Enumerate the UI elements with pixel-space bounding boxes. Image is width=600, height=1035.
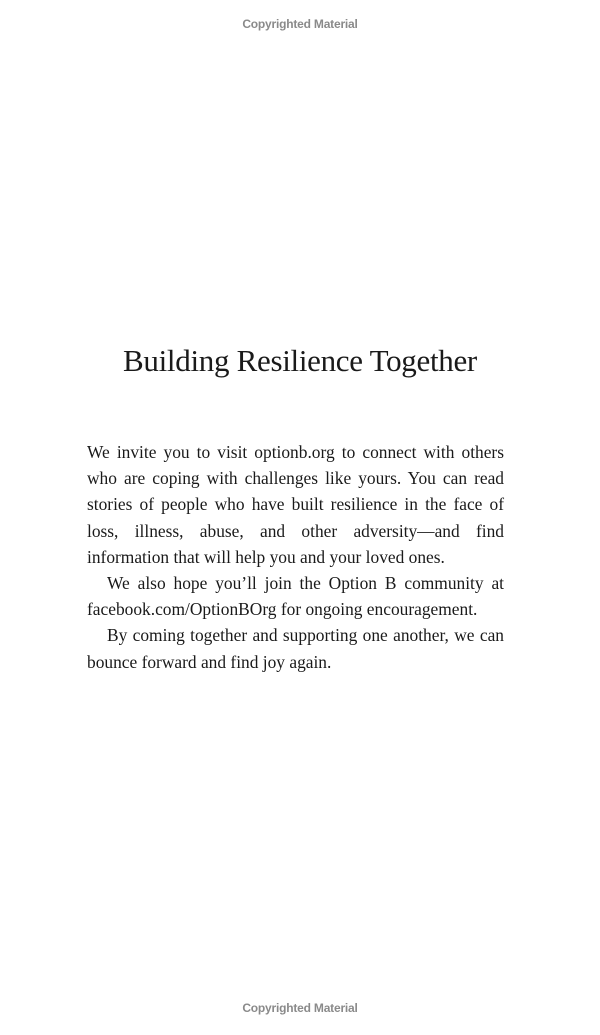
paragraph-together: By coming together and supporting one another, we can bounce forward and find joy again. <box>87 625 504 672</box>
paragraph-invite: We invite you to visit optionb.org to connect with others who are coping with challenges like yours. You can read stories of people who have built resilience in the face of loss, illness, abuse, and other adversity—and find information that will help you and your loved ones. <box>87 442 504 567</box>
copyright-watermark-bottom: Copyrighted Material <box>242 1001 358 1015</box>
page-title: Building Resilience Together <box>123 342 477 378</box>
body-text <box>87 439 504 675</box>
copyright-watermark-top: Copyrighted Material <box>242 17 358 31</box>
paragraph-community: We also hope you’ll join the Option B community at facebook.com/OptionBOrg for ongoing encouragement. <box>87 573 504 620</box>
